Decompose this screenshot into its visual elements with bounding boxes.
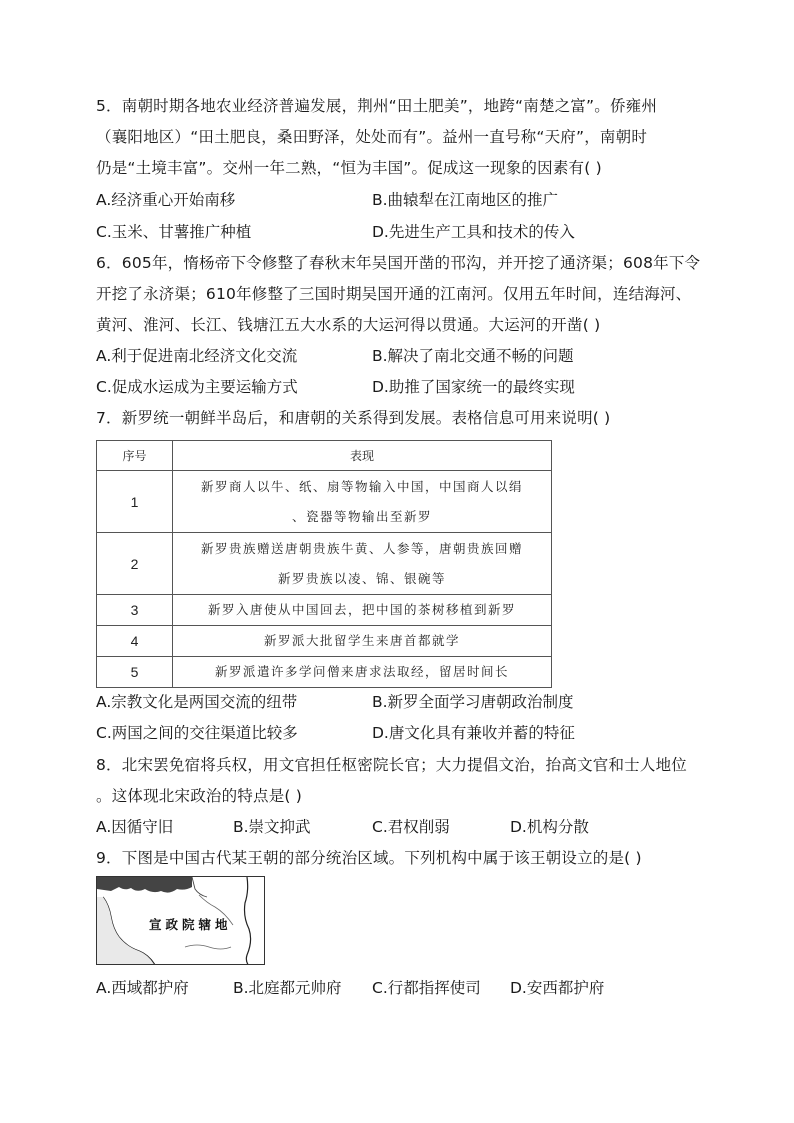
row-text: 新罗入唐使从中国回去，把中国的茶树移植到新罗 [173,595,552,626]
table-row [97,595,552,626]
q6-option-a[interactable]: A.利于促进南北经济文化交流 [96,347,298,365]
row-text [173,533,552,595]
q8-option-b[interactable]: B.崇文抑武 [233,818,311,836]
q6-option-d[interactable]: D.助推了国家统一的最终实现 [372,378,575,396]
row-text: 新罗派遣许多学问僧来唐求法取经，留居时间长 [173,657,552,688]
q7-option-c[interactable]: C.两国之间的交往渠道比较多 [96,724,298,742]
table-row [97,471,552,533]
q7-option-d[interactable]: D.唐文化具有兼收并蓄的特征 [372,724,575,742]
q6-option-c[interactable]: C.促成水运成为主要运输方式 [96,378,298,396]
row-text-line: 新罗商人以牛、纸、扇等物输入中国，中国商人以绢 [200,478,523,494]
row-text-line: 新罗贵族以凌、锦、银碗等 [277,570,446,586]
q8-option-a[interactable]: A.因循守旧 [96,818,174,836]
q6-line-1: 6．605年，惰杨帝下令修整了春秋末年吴国开凿的邗沟，并开挖了通济渠；608年下令 [96,254,701,272]
q8-option-c[interactable]: C.君权削弱 [372,818,450,836]
row-number: 3 [97,595,173,626]
q9-line-1: 9．下图是中国古代某王朝的部分统治区域。下列机构中属于该王朝设立的是( ) [96,849,642,867]
q5-line-1: 5．南朝时期各地农业经济普遍发展，荆州“田土肥美”，地跨“南楚之富”。侨雍州 [96,97,658,115]
q8-line-2: 。这体现北宋政治的特点是( ) [96,787,303,805]
row-text-line: 新罗贵族赠送唐朝贵族牛黄、人参等，唐朝贵族回赠 [200,540,523,556]
q5-option-a[interactable]: A.经济重心开始南移 [96,191,236,209]
row-text [173,471,552,533]
table-row [97,533,552,595]
q6-line-3: 黄河、淮河、长江、钱塘江五大水系的大运河得以贯通。大运河的开凿( ) [96,316,601,334]
q5-option-b[interactable]: B.曲辕犁在江南地区的推广 [372,191,559,209]
q9-option-d[interactable]: D.安西都护府 [510,979,605,997]
table-header-row [97,441,552,471]
q5-option-d[interactable]: D.先进生产工具和技术的传入 [372,223,575,241]
row-text: 新罗派大批留学生来唐首都就学 [173,626,552,657]
table-row [97,626,552,657]
q7-table [96,440,552,688]
q7-line-1: 7．新罗统一朝鲜半岛后，和唐朝的关系得到发展。表格信息可用来说明( ) [96,409,611,427]
q9-option-b[interactable]: B.北庭都元帅府 [233,979,342,997]
q7-option-a[interactable]: A.宗教文化是两国交流的纽带 [96,693,298,711]
row-number: 5 [97,657,173,688]
q9-option-a[interactable]: A.西域都护府 [96,979,189,997]
row-number: 4 [97,626,173,657]
row-text-line: 、瓷器等物输出至新罗 [291,508,432,524]
q9-option-c[interactable]: C.行都指挥使司 [372,979,481,997]
table-header-text: 表现 [173,441,552,471]
shaded-region [97,877,192,893]
q8-option-d[interactable]: D.机构分散 [510,818,589,836]
q6-option-b[interactable]: B.解决了南北交通不畅的问题 [372,347,574,365]
boundary-line [192,877,207,897]
q6-line-2: 开挖了永济渠；610年修整了三国时期吴国开通的江南河。仅用五年时间，连结海河、 [96,285,692,303]
table-header-no: 序号 [97,441,173,471]
q5-option-c[interactable]: C.玉米、甘薯推广种植 [96,223,252,241]
river-line [185,945,231,949]
table-row [97,657,552,688]
q8-line-1: 8．北宋罢免宿将兵权，用文官担任枢密院长官；大力提倡文治，抬高文官和士人地位 [96,756,687,774]
row-number: 1 [97,471,173,533]
map-region-label: 宣政院辖地 [149,917,232,932]
row-number: 2 [97,533,173,595]
q5-line-3: 仍是“土境丰富”。交州一年二熟，“恒为丰国”。促成这一现象的因素有( ) [96,159,602,177]
q5-line-2: （襄阳地区）“田土肥良，桑田野泽，处处而有”。益州一直号称“天府”，南朝时 [96,128,648,146]
boundary-line [245,877,251,965]
q7-option-b[interactable]: B.新罗全面学习唐朝政治制度 [372,693,574,711]
territory-map [96,876,265,965]
